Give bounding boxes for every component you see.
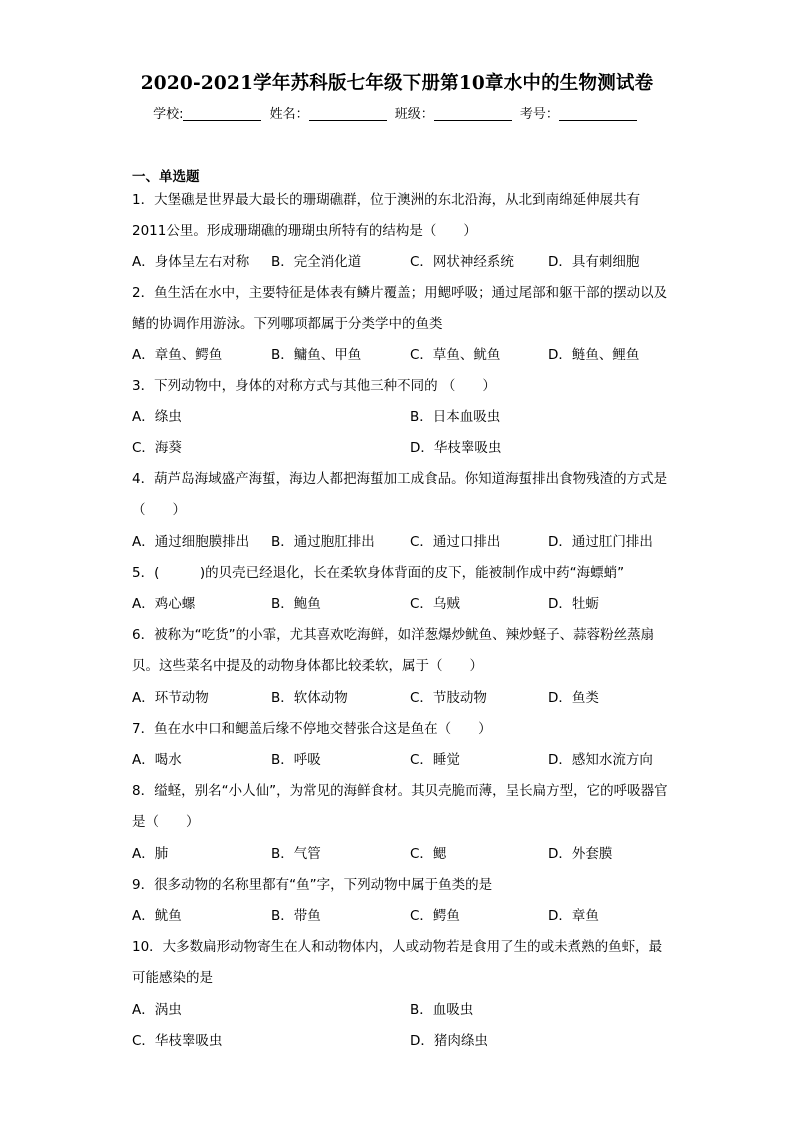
question-10-options-row2 xyxy=(132,1026,692,1057)
option-a[interactable]: A．环节动物 xyxy=(132,690,209,706)
question-8-options xyxy=(132,839,692,870)
option-d[interactable]: D．鲢鱼、鲤鱼 xyxy=(548,347,640,363)
option-c[interactable]: C．鳃 xyxy=(410,846,447,862)
question-4: 4．葫芦岛海域盛产海蜇，海边人都把海蜇加工成食品。你知道海蜇排出食物残渣的方式是（ ） xyxy=(132,471,668,518)
option-c[interactable]: C．华枝睾吸虫 xyxy=(132,1033,223,1049)
option-b[interactable]: B．呼吸 xyxy=(271,752,321,768)
option-b[interactable]: B．血吸虫 xyxy=(410,1002,474,1018)
option-c[interactable]: C．海葵 xyxy=(132,440,182,456)
option-d[interactable]: D．猪肉绦虫 xyxy=(410,1033,488,1049)
student-info-line xyxy=(0,103,794,122)
option-a[interactable]: A．章鱼、鳄鱼 xyxy=(132,347,223,363)
question-3: 3．下列动物中，身体的对称方式与其他三种不同的 （ ） xyxy=(132,378,496,394)
school-label: 学校: xyxy=(153,107,184,122)
option-b[interactable]: B．通过胞肛排出 xyxy=(271,534,375,550)
option-a[interactable]: A．通过细胞膜排出 xyxy=(132,534,250,550)
option-c[interactable]: C．节肢动物 xyxy=(410,690,487,706)
question-7-options xyxy=(132,745,692,776)
option-a[interactable]: A．涡虫 xyxy=(132,1002,182,1018)
question-10: 10．大多数扁形动物寄生在人和动物体内，人或动物若是食用了生的或未煮熟的鱼虾，最可能感染的是 xyxy=(132,939,663,986)
option-b[interactable]: B．软体动物 xyxy=(271,690,348,706)
option-c[interactable]: C．草鱼、鱿鱼 xyxy=(410,347,501,363)
option-b[interactable]: B．鳙鱼、甲鱼 xyxy=(271,347,362,363)
option-b[interactable]: B．鲍鱼 xyxy=(271,596,321,612)
question-2: 2．鱼生活在水中，主要特征是体表有鳞片覆盖；用鳃呼吸；通过尾部和躯干部的摆动以及鳍的协调作用游泳。下列哪项都属于分类学中的鱼类 xyxy=(132,285,668,332)
question-6: 6．被称为“吃货”的小霏，尤其喜欢吃海鲜，如洋葱爆炒鱿鱼、辣炒蛏子、蒜蓉粉丝蒸扇贝。这些菜名中提及的动物身体都比较柔软，属于（ ） xyxy=(132,627,655,674)
question-3-options-row2 xyxy=(132,433,692,464)
question-3-options-row1 xyxy=(132,402,692,433)
school-blank[interactable] xyxy=(183,106,261,121)
option-d[interactable]: D．华枝睾吸虫 xyxy=(410,440,502,456)
class-label: 班级： xyxy=(394,107,434,122)
option-b[interactable]: B．带鱼 xyxy=(271,908,321,924)
option-a[interactable]: A．喝水 xyxy=(132,752,182,768)
question-7: 7．鱼在水中口和鳃盖后缘不停地交替张合这是鱼在（ ） xyxy=(132,721,492,737)
exam-no-blank[interactable] xyxy=(559,106,637,121)
option-c[interactable]: C．网状神经系统 xyxy=(410,254,514,270)
option-d[interactable]: D．感知水流方向 xyxy=(548,752,653,768)
question-1: 1．大堡礁是世界最大最长的珊瑚礁群，位于澳洲的东北沿海，从北到南绵延伸展共有2011公里。形成珊瑚礁的珊瑚虫所特有的结构是（ ） xyxy=(132,192,641,239)
page-title: 2020-2021学年苏科版七年级下册第10章水中的生物测试卷 xyxy=(140,73,654,94)
option-a[interactable]: A．绦虫 xyxy=(132,409,182,425)
option-c[interactable]: C．鳄鱼 xyxy=(410,908,460,924)
option-a[interactable]: A．肺 xyxy=(132,846,169,862)
option-a[interactable]: A．鸡心螺 xyxy=(132,596,196,612)
question-4-options xyxy=(132,527,692,558)
class-blank[interactable] xyxy=(434,106,512,121)
option-b[interactable]: B．日本血吸虫 xyxy=(410,409,501,425)
option-c[interactable]: C．通过口排出 xyxy=(410,534,501,550)
question-9: 9．很多动物的名称里都有“鱼”字，下列动物中属于鱼类的是 xyxy=(132,877,493,893)
question-1-options xyxy=(132,247,692,278)
option-d[interactable]: D．章鱼 xyxy=(548,908,599,924)
option-d[interactable]: D．具有刺细胞 xyxy=(548,254,640,270)
question-2-options xyxy=(132,340,692,371)
option-b[interactable]: B．气管 xyxy=(271,846,321,862)
question-10-options-row1 xyxy=(132,995,692,1026)
option-c[interactable]: C．睡觉 xyxy=(410,752,460,768)
question-9-options xyxy=(132,901,692,932)
option-d[interactable]: D．牡蛎 xyxy=(548,596,599,612)
question-5-options xyxy=(132,589,692,620)
question-6-options xyxy=(132,683,692,714)
option-a[interactable]: A．鱿鱼 xyxy=(132,908,182,924)
section-heading: 一、单选题 xyxy=(132,169,200,185)
name-label: 姓名： xyxy=(269,107,309,122)
option-d[interactable]: D．外套膜 xyxy=(548,846,613,862)
exam-no-label: 考号： xyxy=(519,107,559,122)
option-c[interactable]: C．乌贼 xyxy=(410,596,460,612)
question-5: 5．( )的贝壳已经退化，长在柔软身体背面的皮下，能被制作成中药“海螵蛸” xyxy=(132,565,625,581)
option-d[interactable]: D．鱼类 xyxy=(548,690,599,706)
name-blank[interactable] xyxy=(309,106,387,121)
option-b[interactable]: B．完全消化道 xyxy=(271,254,362,270)
question-8: 8．缢蛏，别名“小人仙”，为常见的海鲜食材。其贝壳脆而薄，呈长扁方型，它的呼吸器官是（ ） xyxy=(132,783,668,830)
option-d[interactable]: D．通过肛门排出 xyxy=(548,534,653,550)
option-a[interactable]: A．身体呈左右对称 xyxy=(132,254,250,270)
